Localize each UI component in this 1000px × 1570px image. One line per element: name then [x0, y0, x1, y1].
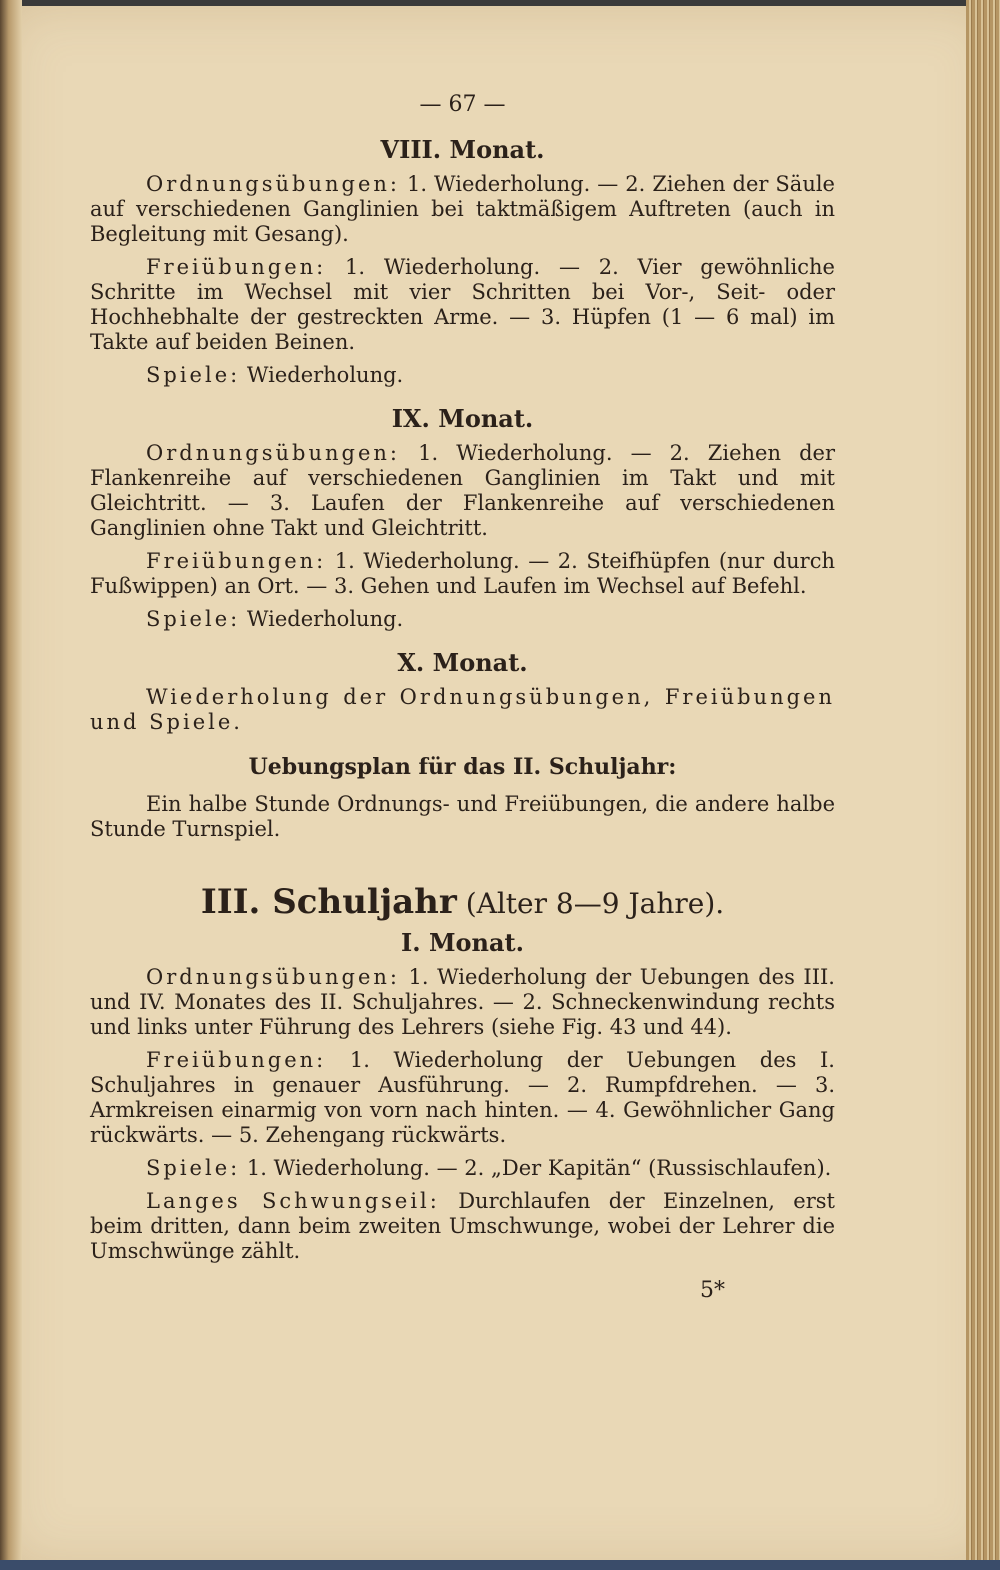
paragraph	[90, 685, 835, 735]
plan-text: Ein halbe Stunde Ordnungs- und Freiübungen, die andere halbe Stunde Turnspiel.	[90, 792, 835, 841]
section-heading-x: X. Monat.	[397, 648, 528, 677]
page-bottom-edge	[0, 1560, 1000, 1570]
paragraph-lead: Freiübungen:	[146, 255, 327, 279]
page-stack-edge	[966, 0, 1000, 1570]
section-heading-i: I. Monat.	[401, 928, 524, 957]
paragraph-lead: Spiele:	[146, 1156, 241, 1180]
school-year-name: III. Schuljahr	[200, 882, 457, 922]
section-heading-viii: VIII. Monat.	[380, 135, 545, 164]
paragraph-text: 1. Wiederholung. — 2. Steifhüpfen (nur durch Fußwippen) an Ort. — 3. Gehen und Laufen im Wechsel auf Befehl.	[90, 549, 835, 598]
paragraph	[90, 1156, 835, 1181]
paragraph-lead: Spiele:	[146, 607, 241, 631]
paragraph-text: Wiederholung.	[246, 363, 404, 387]
paragraph-lead: Ordnungsübungen:	[146, 965, 400, 989]
paragraph	[90, 363, 835, 388]
signature-mark: 5*	[700, 1278, 725, 1303]
book-gutter	[0, 0, 22, 1570]
paragraph-lead: Spiele:	[146, 363, 241, 387]
paragraph	[90, 172, 835, 247]
paragraph-text: 1. Wiederholung. — 2. Ziehen der Säule auf verschiedenen Ganglinien bei taktmäßigem Auftreten (auch in Begleitung mit Gesang).	[90, 172, 835, 246]
paragraph-text: Wiederholung.	[246, 607, 404, 631]
paragraph	[90, 549, 835, 599]
page-content	[90, 92, 835, 1303]
paragraph-lead: Ordnungsübungen:	[146, 441, 400, 465]
paragraph-text: 1. Wiederholung der Uebungen des III. und IV. Monates des II. Schuljahres. — 2. Schneckenwindung rechts und links unter Führung des Lehrers (siehe Fig. 43 und 44).	[90, 965, 835, 1039]
paragraph	[90, 255, 835, 355]
paragraph-text: Durchlaufen der Einzelnen, erst beim dritten, dann beim zweiten Umschwunge, wobei der Lehrer die Umschwünge zählt.	[90, 1189, 835, 1263]
school-year-title	[90, 882, 835, 922]
paragraph-text: 1. Wiederholung. — 2. „Der Kapitän“ (Russischlaufen).	[246, 1156, 832, 1180]
page-top-edge	[0, 0, 1000, 6]
paragraph-text: 1. Wiederholung. — 2. Ziehen der Flankenreihe auf verschiedenen Ganglinien im Takt und mit Gleichtritt. — 3. Laufen der Flankenreihe auf verschiedenen Ganglinien ohne Takt und Gleichtritt.	[90, 441, 835, 540]
plan-heading: Uebungsplan für das II. Schuljahr:	[248, 754, 677, 780]
school-year-age: (Alter 8—9 Jahre).	[465, 887, 725, 920]
paragraph-lead: Freiübungen:	[146, 549, 327, 573]
section-heading-ix: IX. Monat.	[391, 404, 534, 433]
paragraph-text: 1. Wiederholung der Uebungen des I. Schuljahres in genauer Ausführung. — 2. Rumpfdrehen. — 3. Armkreisen einarmig von vorn nach hinten. — 4. Gewöhnlicher Gang rückwärts. — 5. Zehengang rückwärts.	[90, 1048, 835, 1147]
paragraph	[90, 441, 835, 541]
paragraph	[90, 965, 835, 1040]
paragraph-lead: Ordnungsübungen:	[146, 172, 400, 196]
paragraph-lead: Freiübungen:	[146, 1048, 327, 1072]
paragraph	[90, 1189, 835, 1264]
paragraph-text: Wiederholung der Ordnungsübungen, Freiübungen und Spiele.	[90, 685, 835, 734]
paragraph-lead: Langes Schwungseil:	[146, 1189, 440, 1213]
paragraph-text: 1. Wiederholung. — 2. Vier gewöhnliche Schritte im Wechsel mit vier Schritten bei Vor-, Seit- oder Hochhebhalte der gestreckten Arme. — 3. Hüpfen (1 — 6 mal) im Takte auf beiden Beinen.	[90, 255, 835, 354]
paragraph	[90, 607, 835, 632]
page-number: — 67 —	[419, 92, 506, 117]
paragraph	[90, 1048, 835, 1148]
